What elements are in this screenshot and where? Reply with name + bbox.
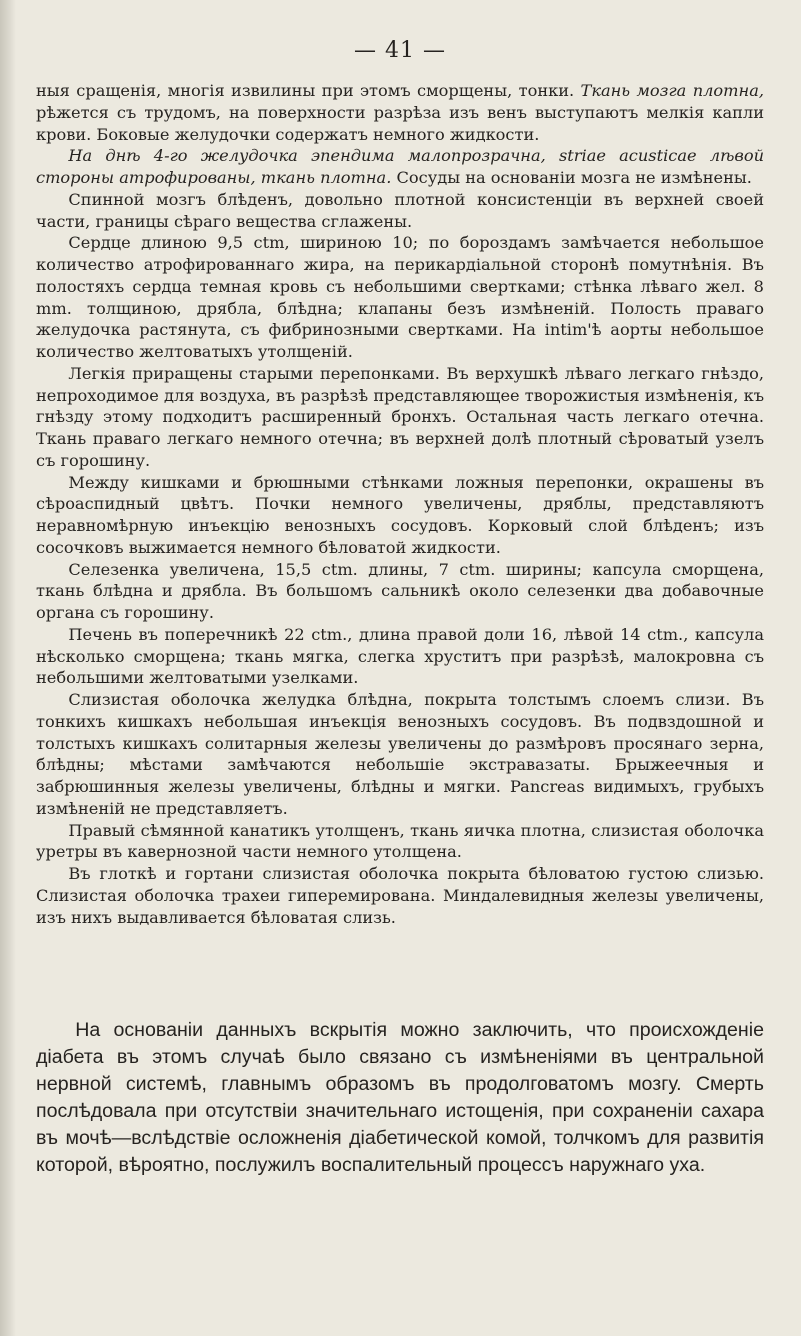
- paragraph: [36, 189, 764, 233]
- paragraph: [36, 624, 764, 689]
- text-run: рѣжется съ трудомъ, на поверхности разрѣза изъ венъ выступаютъ мелкія капли крови. Боковые желудочки содержатъ немного жидкости.: [36, 102, 764, 144]
- text-run: Въ глоткѣ и гортани слизистая оболочка покрыта бѣловатою густою слизью. Слизистая оболочка трахеи гиперемирована. Миндалевидныя железы увеличены, изъ нихъ выдавливается бѣловатая слизь.: [36, 864, 764, 927]
- text-run: Сердце длиною 9,5 ctm, шириною 10; по бороздамъ замѣчается небольшое количество атрофированнаго жира, на перикардіальной сторонѣ помутнѣнія. Въ полостяхъ сердца темная кровь съ небольшими свертками; стѣнка лѣваго жел. 8 mm. толщиною, дрябла, блѣдна; клапаны безъ измѣненій. Полость праваго желудочка растянута, съ фибринозными свертками. На intim'ѣ аорты небольшое количество желтоватыхъ утолщеній.: [36, 233, 764, 361]
- text-run: Сосуды на основаніи мозга не измѣнены.: [391, 168, 752, 187]
- text-run: Слизистая оболочка желудка блѣдна, покрыта толстымъ слоемъ слизи. Въ тонкихъ кишкахъ небольшая инъекція венозныхъ сосудовъ. Въ подвздошной и толстыхъ кишкахъ солитарныя железы увеличены до размѣровъ просянаго зерна, блѣдны; мѣстами замѣчаются небольшіе экстравазаты. Брыжеечныя и забрюшинныя железы увеличены, блѣдны и мягки. Pancreas видимыхъ, грубыхъ измѣненій не представляетъ.: [36, 690, 764, 818]
- text-run: Спинной мозгъ блѣденъ, довольно плотной консистенціи въ верхней своей части, границы сѣраго вещества сглажены.: [36, 189, 764, 231]
- text-run: Селезенка увеличена, 15,5 ctm. длины, 7 ctm. ширины; капсула сморщена, ткань блѣдна и дрябла. Въ большомъ сальникѣ около селезенки два добавочные органа съ горошину.: [36, 559, 764, 622]
- paragraph: [36, 363, 764, 472]
- autopsy-findings-text: [36, 80, 764, 928]
- paragraph: [36, 232, 764, 363]
- text-run-italic: Ткань мозга плотна,: [580, 81, 764, 100]
- book-spine-shadow: [0, 0, 16, 1336]
- text-run: Между кишками и брюшными стѣнками ложныя перепонки, окрашены въ сѣроаспидный цвѣтъ. Почки немного увеличены, дряблы, представляютъ неравномѣрную инъекцію венозныхъ сосудовъ. Корковый слой блѣденъ; изъ сосочковъ выжимается немного бѣловатой жидкости.: [36, 472, 764, 557]
- conclusion-paragraph: На основаніи данныхъ вскрытія можно заключить, что происхожденіе діабета въ этомъ случаѣ было связано съ измѣненіями въ центральной нервной системѣ, главнымъ образомъ въ продолговатомъ мозгу. Смерть послѣдовала при отсутствіи значительнаго истощенія, при сохраненіи сахара въ мочѣ—вслѣдствіе осложненія діабетической комой, толчкомъ для развитія которой, вѣроятно, послужилъ воспалительный процессъ наружнаго уха.: [36, 1019, 764, 1176]
- paragraph: [36, 559, 764, 624]
- paragraph: [36, 689, 764, 820]
- text-run: ныя сращенія, многія извилины при этомъ сморщены, тонки.: [36, 81, 581, 100]
- text-run: Легкія приращены старыми перепонками. Въ верхушкѣ лѣваго легкаго гнѣздо, непроходимое для воздуха, въ разрѣзѣ представляющее творожистыя измѣненія, къ гнѣзду этому подходитъ расширенный бронхъ. Остальная часть легкаго отечна. Ткань праваго легкаго немного отечна; въ верхней долѣ плотный сѣроватый узелъ съ горошину.: [36, 363, 764, 470]
- paragraph: [36, 863, 764, 928]
- conclusion-text: [36, 1017, 764, 1178]
- text-run: Правый сѣмянной канатикъ утолщенъ, ткань яичка плотна, слизистая оболочка уретры въ кавернозной части немного утолщена.: [36, 820, 764, 862]
- text-run-italic: На днѣ 4-го желудочка эпендима малопрозрачна, strіae acusticae лѣвой стороны атрофированы, ткань плотна.: [36, 146, 764, 187]
- paragraph: [36, 80, 764, 145]
- paragraph: [36, 472, 764, 559]
- paragraph: [36, 820, 764, 864]
- paragraph: [36, 145, 764, 189]
- text-run: Печень въ поперечникѣ 22 ctm., длина правой доли 16, лѣвой 14 ctm., капсула нѣсколько сморщена; ткань мягка, слегка хруститъ при разрѣзѣ, малокровна съ небольшими желтоватыми узелками.: [36, 624, 764, 688]
- page-number: — 41 —: [354, 38, 446, 63]
